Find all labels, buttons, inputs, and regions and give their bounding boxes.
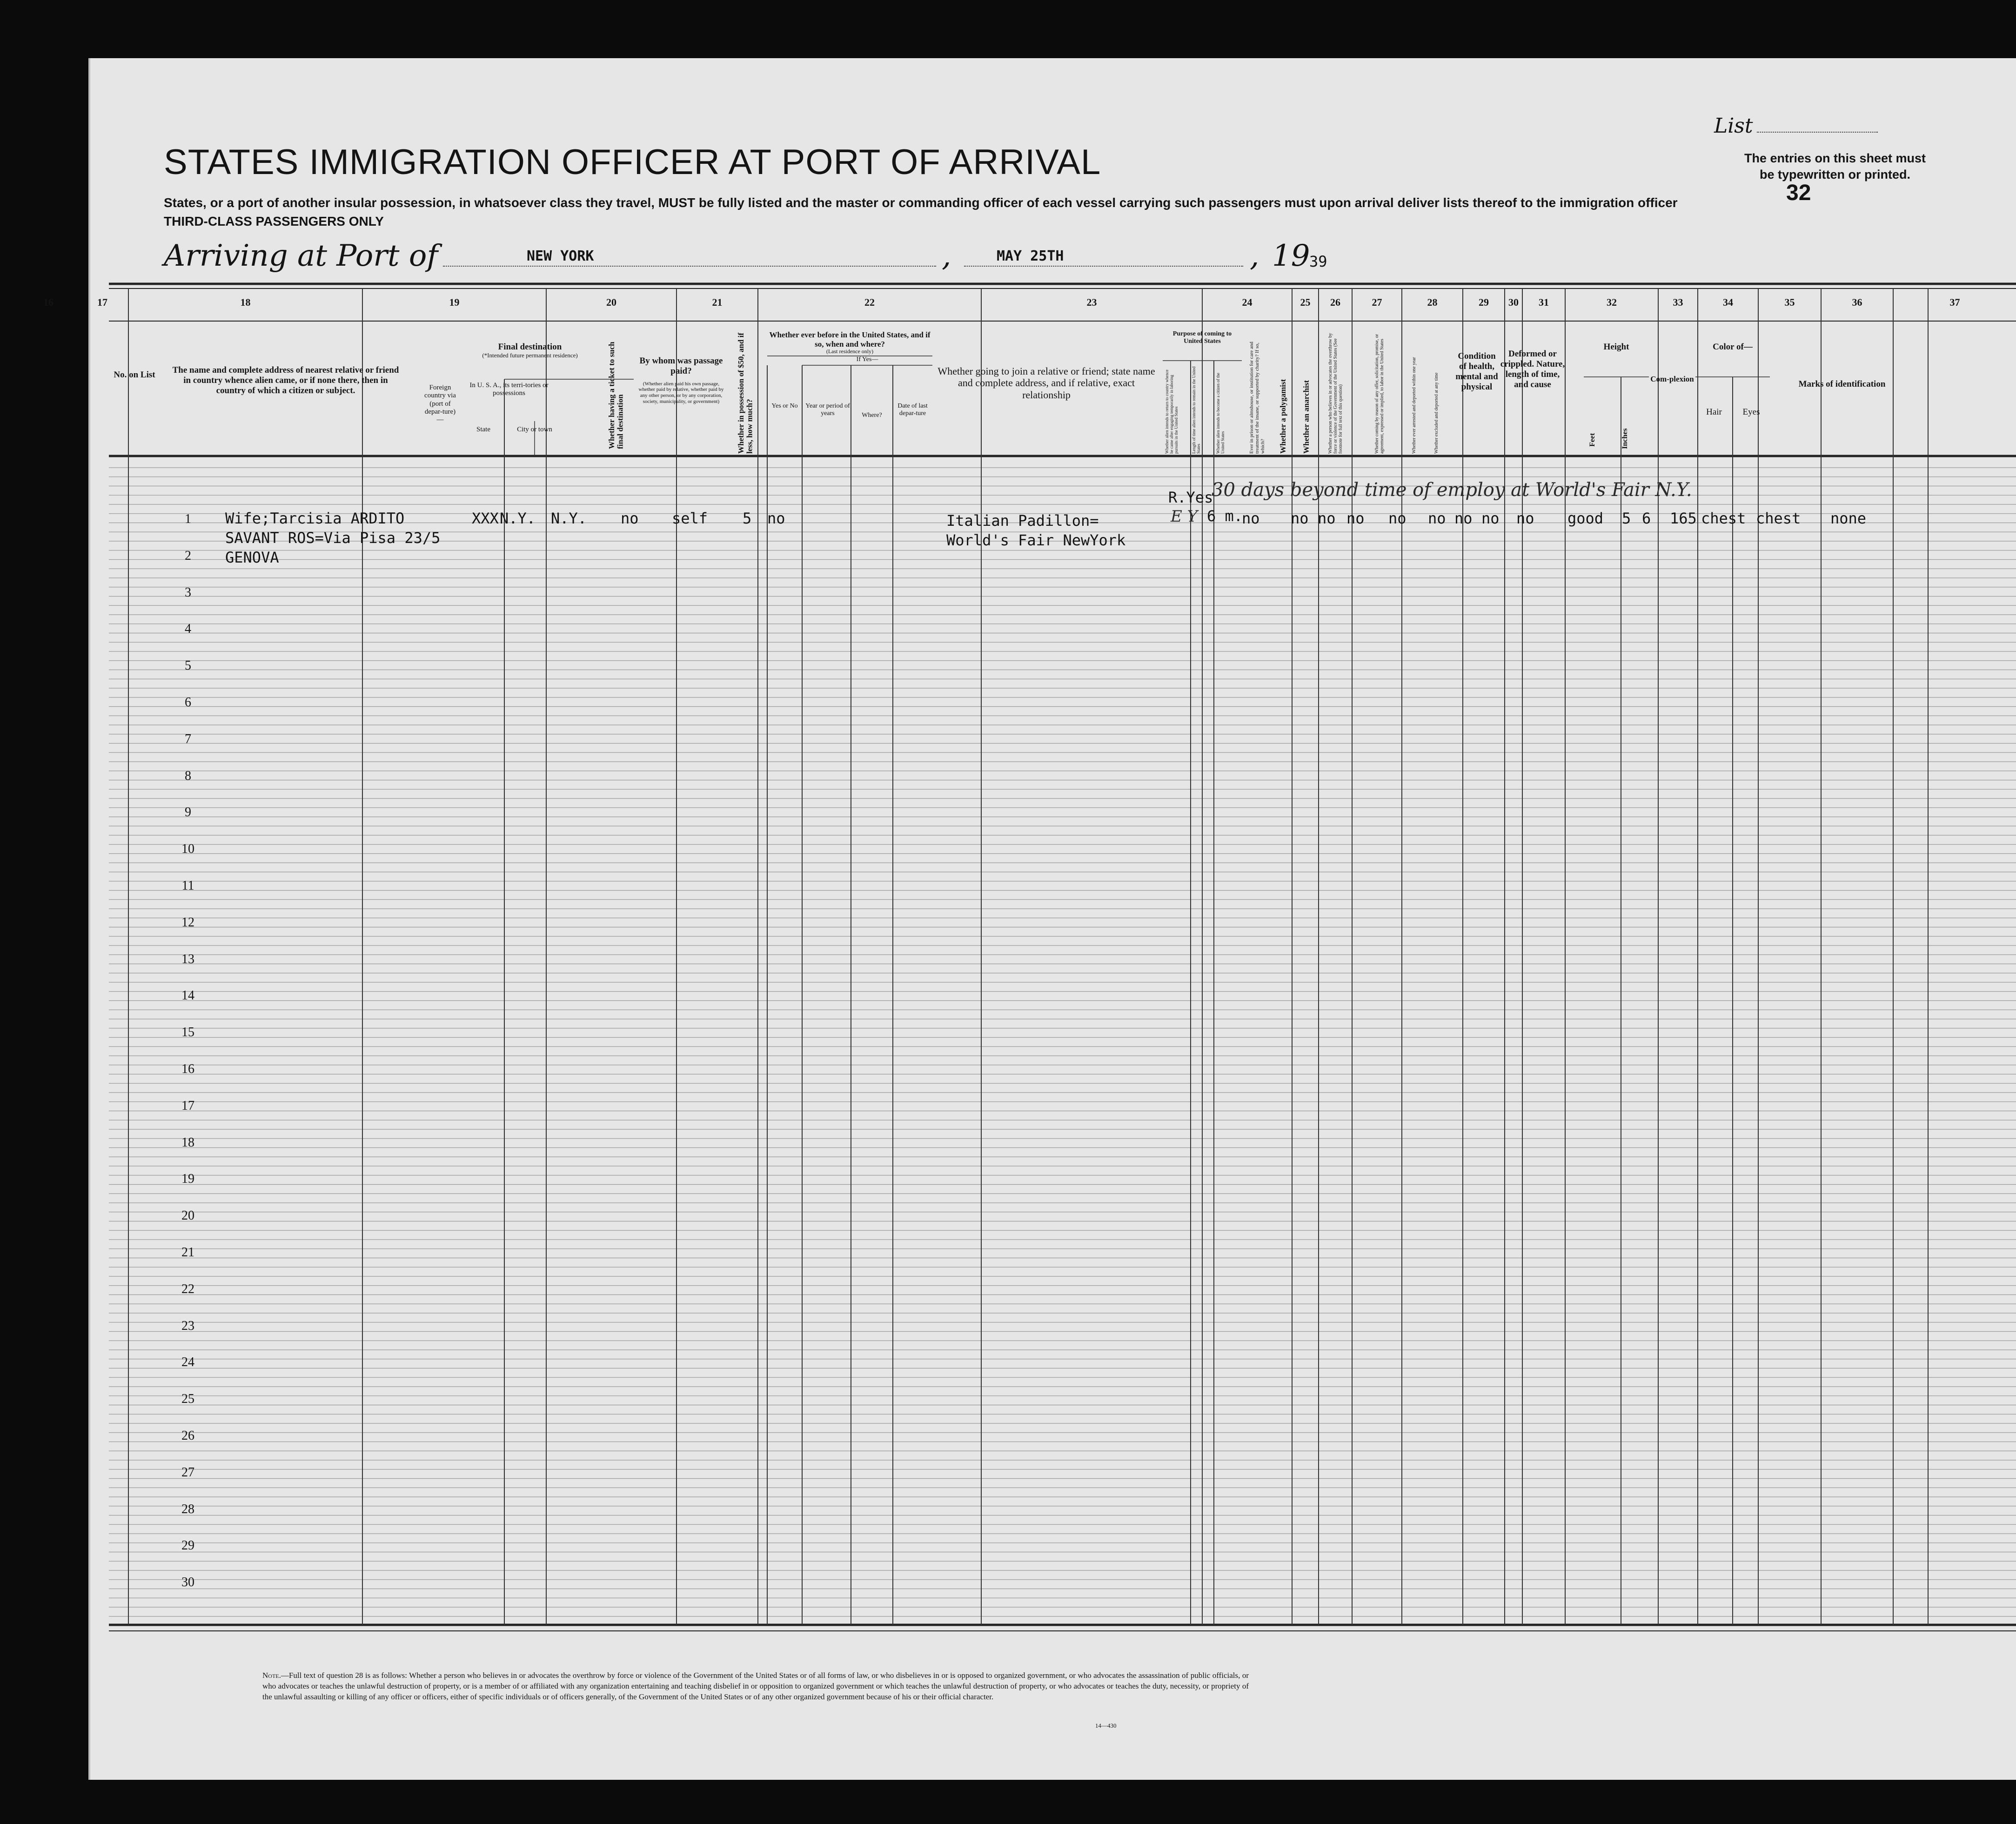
list-label: List bbox=[1714, 114, 1878, 138]
row-number: 4 bbox=[185, 622, 191, 637]
column-number: 35 bbox=[1784, 296, 1795, 308]
entry-passage-paid: self bbox=[672, 510, 708, 527]
arrival-date: MAY 25TH bbox=[997, 248, 1064, 264]
header-eyes: Eyes bbox=[1742, 407, 1760, 417]
row-number: 7 bbox=[185, 731, 191, 746]
entry-ticket: no bbox=[621, 510, 639, 527]
column-number: 37 bbox=[1949, 296, 1960, 308]
header-passage-paid: By whom was passage paid? (Whether alien paid his own passage, whether paid by relative, whether paid by any other person, or by any corporation, society, municipality, or government) bbox=[638, 356, 724, 404]
entry-eyes: chest bbox=[1756, 510, 1801, 527]
header-polygamist: Whether a polygamist bbox=[1279, 379, 1287, 454]
entry-before-in-us: no bbox=[767, 510, 785, 527]
column-number: 28 bbox=[1427, 296, 1438, 308]
row-number: 15 bbox=[181, 1025, 194, 1040]
header-arrested: Whether ever arrested and deported within one year bbox=[1412, 357, 1417, 454]
year-prefix: 19 bbox=[1272, 239, 1310, 273]
row-number: 18 bbox=[181, 1135, 194, 1150]
footnote: Note.—Full text of question 28 is as follows: Whether a person who believes in or advocates the overthrow by force or violence of the Government of the United States or of all forms of law, or who disbelieves in or is opposed to organized government, or who advocates the assassination of public officials, or who advocates or teaches the unlawful destruction of property, or is a member of or affiliated with any organization entertaining and teaching disbelief in or opposition to organized government or which teaches the unlawful destruction of property, or who advocates or teaches the duty, necessity, or propriety of the unlawful assaulting or killing of any officer or officers, either of specific individuals or of officers generally, of the Government of the United States or of any other organized government because of his or their official character. bbox=[262, 1671, 1249, 1701]
row-number: 12 bbox=[181, 915, 194, 930]
header-feet: Feet bbox=[1588, 433, 1596, 447]
row-number: 10 bbox=[181, 842, 194, 857]
header-deformed: Deformed or crippled. Nature, length of time, and cause bbox=[1500, 349, 1565, 389]
row-number: 6 bbox=[185, 695, 191, 710]
row-number: 24 bbox=[181, 1355, 194, 1370]
column-number: 18 bbox=[240, 296, 251, 308]
entry-marks: none bbox=[1830, 510, 1867, 527]
column-number: 27 bbox=[1372, 296, 1382, 308]
row-number: 22 bbox=[181, 1281, 194, 1296]
column-number: 19 bbox=[449, 296, 460, 308]
entry-c28: no bbox=[1388, 510, 1407, 527]
row-number: 27 bbox=[181, 1465, 194, 1480]
header-final-destination: Final destination (*Intended future permanent residence) bbox=[482, 342, 578, 359]
header-relative-address: The name and complete address of nearest relative or friend in country whence alien came, or if none there, then in country of which a citizen or subject. bbox=[172, 365, 399, 396]
header-color-of: Color of— bbox=[1713, 342, 1753, 352]
column-number: 31 bbox=[1539, 296, 1549, 308]
year-suffix: 39 bbox=[1309, 253, 1327, 270]
entry-c32: no bbox=[1516, 510, 1534, 527]
header-purpose: Purpose of coming to United States bbox=[1172, 330, 1232, 345]
entry-purpose-a: R.Yes bbox=[1168, 489, 1213, 506]
header-join-relative: Whether going to join a relative or friend; state name and complete address, and if relative, exact relationship bbox=[938, 365, 1155, 401]
row-number: 21 bbox=[181, 1245, 194, 1260]
column-number: 16 bbox=[43, 296, 54, 308]
relative-line-3: GENOVA bbox=[225, 549, 279, 566]
header-state: State bbox=[476, 426, 490, 433]
row-number: 29 bbox=[181, 1538, 194, 1553]
entry-foreign-country: XXX bbox=[472, 510, 499, 527]
header-if-yes: If Yes— bbox=[856, 356, 878, 363]
row-number: 3 bbox=[185, 585, 191, 600]
row-number: 17 bbox=[181, 1098, 194, 1113]
header-inches: Inches bbox=[1621, 428, 1629, 449]
header-purpose-b: Length of time alien intends to remain in the United States bbox=[1192, 366, 1201, 454]
row-number: 20 bbox=[181, 1208, 194, 1223]
arrival-port: NEW YORK bbox=[527, 248, 594, 264]
header-money: Whether in possession of $50, and if less, how much? bbox=[737, 333, 754, 454]
header-purpose-c: Whether alien intends to become a citizen of the United States bbox=[1216, 373, 1225, 454]
row-number: 23 bbox=[181, 1318, 194, 1333]
column-number: 30 bbox=[1508, 296, 1519, 308]
entry-c29: no bbox=[1428, 510, 1446, 527]
manifest-grid bbox=[90, 58, 2016, 1733]
entry-health: good bbox=[1567, 510, 1604, 527]
row-number: 11 bbox=[181, 878, 194, 893]
entry-height-feet: 5 bbox=[1622, 510, 1631, 527]
handwritten-annotation: 30 days beyond time of employ at World's Fair N.Y. bbox=[1212, 479, 1692, 501]
page-title: STATES IMMIGRATION OFFICER AT PORT OF ARRIVAL bbox=[164, 142, 1101, 182]
column-number: 36 bbox=[1852, 296, 1862, 308]
row-number: 2 bbox=[185, 548, 191, 563]
header-where: Where? bbox=[862, 412, 882, 419]
entry-purpose-b: 6 m. bbox=[1207, 507, 1243, 525]
header-height: Height bbox=[1603, 342, 1629, 352]
row-number: 8 bbox=[185, 768, 191, 783]
entry-c30: no bbox=[1454, 510, 1473, 527]
header-usa: In U. S. A., its terri-tories or possessions bbox=[469, 382, 549, 397]
header-year: Year or period of years bbox=[805, 402, 850, 417]
header-prison: Ever in prison or almshouse, or institution for care and treatment of the insane, or supported by charity? If so, which? bbox=[1249, 342, 1266, 454]
entry-c25: no bbox=[1291, 510, 1309, 527]
arrival-line: Arriving at Port of NEW YORK , MAY 25TH , 19 39 bbox=[164, 239, 1327, 273]
header-anarchist: Whether an anarchist bbox=[1302, 380, 1311, 454]
relative-line-1: Wife;Tarcisia ARDITO bbox=[225, 510, 405, 527]
relative-line-2: SAVANT ROS=Via Pisa 23/5 bbox=[225, 529, 441, 547]
header-no-on-list: No. on List bbox=[114, 370, 155, 380]
column-number: 32 bbox=[1607, 296, 1617, 308]
sheet-number: 32 bbox=[1786, 181, 1811, 205]
row-number: 16 bbox=[181, 1062, 194, 1076]
header-last-departure: Date of last depar-ture bbox=[897, 402, 928, 417]
header-purpose-a: Whether alien intends to return to country whence he came after engaging temporarily in laboring pursuits in the United States bbox=[1165, 369, 1179, 454]
header-hair: Hair bbox=[1706, 407, 1722, 417]
header-complexion: Com-plexion bbox=[1650, 375, 1694, 383]
entry-complexion: 165 bbox=[1670, 510, 1697, 527]
arriving-label: Arriving at Port of bbox=[164, 239, 438, 273]
column-number: 21 bbox=[712, 296, 723, 308]
header-overthrow: Whether a person who believes in or advocates the overthrow by force or violence of the Government of the United States (See footnote for full text of this question) bbox=[1328, 333, 1343, 454]
row-number: 30 bbox=[181, 1575, 194, 1590]
entry-height-inches: 6 bbox=[1642, 510, 1651, 527]
header-before-in-us: Whether ever before in the United States, and if so, when and where? (Last residence only) bbox=[769, 330, 931, 355]
row-number: 19 bbox=[181, 1172, 194, 1187]
header-ticket: Whether having a ticket to such final destination bbox=[607, 342, 625, 449]
header-foreign-country: Foreign country via (port of depar-ture)— bbox=[424, 384, 456, 423]
row-number: 5 bbox=[185, 658, 191, 673]
header-health: Condition of health, mental and physical bbox=[1455, 351, 1498, 392]
entry-c27: no bbox=[1346, 510, 1365, 527]
row-number: 1 bbox=[185, 512, 191, 526]
entry-c31: no bbox=[1481, 510, 1500, 527]
column-number: 23 bbox=[1086, 296, 1097, 308]
entry-money: 5 bbox=[743, 510, 752, 527]
column-number: 29 bbox=[1479, 296, 1489, 308]
instruction-note: The entries on this sheet must be typewritten or printed. bbox=[1744, 151, 1926, 182]
column-number: 24 bbox=[1242, 296, 1252, 308]
header-yes-no: Yes or No bbox=[771, 402, 798, 409]
row-number: 25 bbox=[181, 1392, 194, 1407]
header-excluded: Whether excluded and deported at any time bbox=[1434, 372, 1439, 454]
row-number: 28 bbox=[181, 1502, 194, 1516]
header-contract-labor: Whether coming by reason of any offer, solicitation, promise, or agreement, expressed or implied, to labor in the United States bbox=[1374, 334, 1385, 454]
column-number: 26 bbox=[1330, 296, 1340, 308]
entry-purpose-c: no bbox=[1242, 510, 1260, 527]
entry-hair: chest bbox=[1701, 510, 1746, 527]
join-line-1: Italian Padillon= bbox=[946, 512, 1099, 530]
entry-c26: no bbox=[1318, 510, 1336, 527]
page-subtitle: States, or a port of another insular possession, in whatsoever class they travel, MUST be fully listed and the master or commanding officer of each vessel carrying such passengers must upon arrival deliver lists thereof to the immigration officer bbox=[164, 195, 1678, 210]
column-number: 34 bbox=[1723, 296, 1733, 308]
row-number: 26 bbox=[181, 1428, 194, 1443]
row-number: 9 bbox=[185, 805, 191, 820]
manifest-sheet bbox=[43, 58, 2016, 1780]
column-number: 25 bbox=[1300, 296, 1311, 308]
entry-city: N.Y. bbox=[551, 510, 587, 527]
header-city: City or town bbox=[517, 426, 552, 433]
row-number: 13 bbox=[181, 952, 194, 966]
class-line: THIRD-CLASS PASSENGERS ONLY bbox=[164, 214, 384, 228]
column-number: 20 bbox=[606, 296, 616, 308]
entry-state: N.Y. bbox=[500, 510, 536, 527]
column-number: 17 bbox=[97, 296, 107, 308]
column-number: 33 bbox=[1673, 296, 1683, 308]
column-number: 22 bbox=[864, 296, 875, 308]
form-number: 14—430 bbox=[1095, 1722, 1117, 1729]
join-line-2: World's Fair NewYork bbox=[946, 531, 1126, 549]
entry-purpose-mark: E Y bbox=[1171, 507, 1198, 526]
row-number: 14 bbox=[181, 988, 194, 1003]
header-marks: Marks of identification bbox=[1798, 379, 1886, 389]
